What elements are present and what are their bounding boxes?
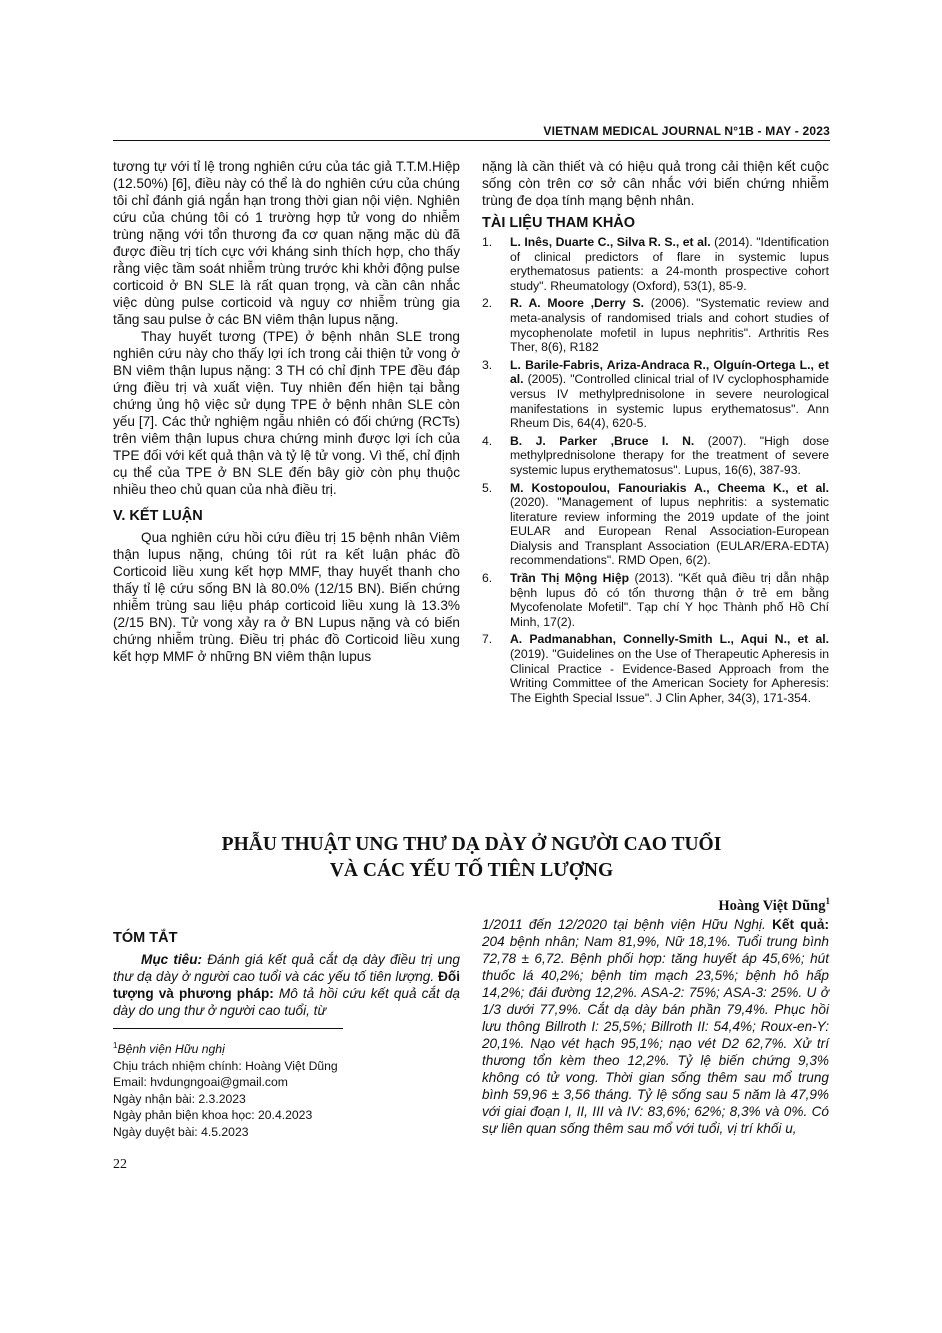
- header-rule: [113, 140, 830, 141]
- reference-text: (2005). "Controlled clinical trial of IV cyclophosphamide versus IV methylprednisolone in severe neurological manifestations in systemic lupus erythematosus". Ann Rheum Dis, 64(4), 620-5.: [510, 372, 829, 431]
- abstract-right-column: [482, 916, 829, 1137]
- reference-item: [482, 481, 829, 569]
- reference-item: [482, 296, 829, 354]
- abstract-period-text: 1/2011 đến 12/2020 tại bệnh viện Hữu Nghị.: [482, 917, 773, 932]
- reference-authors: L. Barile-Fabris, Ariza-Andraca R., Olguín-Ortega L., et al.: [510, 357, 829, 387]
- abstract-heading: TÓM TẮT: [113, 930, 178, 946]
- references-heading: TÀI LIỆU THAM KHẢO: [482, 215, 636, 231]
- reference-authors: R. A. Moore ,Derry S.: [510, 296, 645, 311]
- footnote-mark: 1: [113, 1041, 118, 1050]
- reference-item: [482, 235, 829, 293]
- footnote-responsible: Chịu trách nhiệm chính: Hoàng Việt Dũng: [113, 1058, 338, 1073]
- reference-authors: L. Inês, Duarte C., Silva R. S., et al.: [510, 235, 711, 249]
- article-title-line-2: VÀ CÁC YẾU TỐ TIÊN LƯỢNG: [329, 860, 614, 881]
- footnote-received: Ngày nhận bài: 2.3.2023: [113, 1091, 246, 1106]
- abstract-results-paragraph: [482, 916, 829, 1137]
- reference-item: [482, 571, 829, 629]
- abstract-results-text: 204 bệnh nhân; Nam 81,9%, Nữ 18,1%. Tuổi trung bình 72,78 ± 6,72. Bệnh phối hợp: tăng huyết áp 45,6%; hút thuốc lá 40,2%; bệnh tim mạch 23,5%; bệnh hô hấp 14,2%; đái đường 12,2%. ASA-2: 75%; ASA-3: 25%. U ở 1/3 dưới 77,9%. Cắt dạ dày bán phần 79,4%. Phục hồi lưu thông Billroth I: 25,5%; Billroth II: 54,4%; Roux-en-Y: 20,1%. Nạo vét hạch 95,1%; nạo vét D2 62,7%. Xử trí thương tổn kèm theo 12,2%. Tỷ lệ biến chứng 9,3% không có tử vong. Thời gian sống thêm sau mổ trung bình 59,96 ± 3,56 tháng. Tỷ lệ sống sau 5 năm là 47,9% với giai đoạn I, II, III và IV: 83,6%; 62%; 8,3% và 0%. Có sự liên quan sống thêm sau mổ với tuổi, vị trí khối u,: [482, 934, 829, 1136]
- discussion-paragraph-1: tương tự với tỉ lệ trong nghiên cứu của tác giả T.T.M.Hiệp (12.50%) [6], điều này có thể là do nghiên cứu của chúng tôi chỉ đánh giá ngắn hạn trong thời gian nội viện. Nghiên cứu của chúng tôi có 1 trường hợp tử vong do nhiễm trùng nặng với tổn thương đa cơ quan nặng mặc dù đã được điều trị tích cực với kháng sinh thích hợp, cho thấy rằng việc tầm soát nhiễm trùng trước khi khởi động pulse corticoid ở BN SLE là rất quan trọng, và cần cân nhắc việc dùng pulse corticoid và nguy cơ nhiễm trùng gia tăng sau pulse ở các BN viêm thận lupus nặng.: [113, 159, 460, 327]
- reference-authors: M. Kostopoulou, Fanouriakis A., Cheema K., et al.: [510, 480, 829, 495]
- reference-text: (2014). "Identification of clinical predictors of flare in systemic lupus erythematosus patients: a 24-month prospective cohort study". Rheumatology (Oxford), 53(1), 85-9.: [510, 235, 829, 293]
- author-name: Hoàng Việt Dũng: [718, 897, 826, 914]
- reference-number: 2.: [482, 296, 493, 311]
- abstract-methods-text: Mô tả hồi cứu kết quả cắt dạ dày do ung thư ở người cao tuổi, từ: [113, 986, 460, 1018]
- conclusion-paragraph: Qua nghiên cứu hồi cứu điều trị 15 bệnh nhân Viêm thận lupus nặng, chúng tôi rút ra kết luận phác đồ Corticoid liều xung kết hợp MMF, thay huyết thanh cho thấy tỉ lệ cứu sống BN là 80.0% (12/15 BN). Biến chứng nhiễm trùng sau liệu pháp corticoid liều xung là 13.3% (2/15 BN). Tử vong xảy ra ở BN Lupus nặng và có biến chứng nhiễm trùng. Điều trị phác đồ Corticoid liều xung kết hợp MMF ở những BN viêm thận lupus: [113, 530, 460, 664]
- conclusion-heading: V. KẾT LUẬN: [113, 508, 203, 524]
- abstract-label-methods: Đối tượng và phương pháp:: [113, 969, 460, 1001]
- reference-text: (2006). "Systematic review and meta-analysis of randomised trials and cohort studies of mycophenolate mofetil in lupus nephritis". Arthritis Res Ther, 8(6), R182: [510, 296, 830, 355]
- reference-number: 4.: [482, 433, 493, 448]
- author-affiliation-mark: 1: [825, 896, 830, 906]
- journal-header: VIETNAM MEDICAL JOURNAL N°1B - MAY - 2023: [543, 124, 830, 138]
- affiliation-text: Bệnh viện Hữu nghị: [117, 1042, 225, 1057]
- abstract-left-column: [113, 930, 460, 1019]
- abstract-objective-text: Đánh giá kết quả cắt dạ dày điều trị ung thư dạ dày ở người cao tuổi và các yếu tố tiên lượng.: [113, 952, 460, 984]
- page-number: 22: [113, 1157, 127, 1172]
- reference-authors: Trần Thị Mộng Hiệp: [510, 571, 630, 586]
- footnote-affiliation: [113, 1038, 460, 1058]
- article-title: [113, 832, 830, 884]
- reference-number: 7.: [482, 632, 493, 647]
- discussion-paragraph-2: Thay huyết tương (TPE) ở bệnh nhân SLE trong nghiên cứu này cho thấy lợi ích trong cải thiện tử vong ở BN viêm thận lupus nặng: 3 TH có chỉ định TPE đều đáp ứng điều trị và xuất viện. Tuy nhiên đến hiện tại bằng chứng ủng hộ việc sử dụng TPE ở bệnh nhân SLE còn yếu [7]. Các thử nghiệm ngẫu nhiên có đối chứng (RCTs) trên viêm thận lupus chưa chứng minh được lợi ích của TPE đối với kết quả thận và tỷ lệ tử vong. Vì thế, chỉ định cụ thể của TPE ở BN SLE đến bây giờ còn phụ thuộc nhiều theo chủ quan của nhà điều trị.: [113, 329, 460, 497]
- reference-list: [482, 235, 829, 705]
- article-title-line-1: PHẪU THUẬT UNG THƯ DẠ DÀY Ở NGƯỜI CAO TUỔI: [221, 834, 722, 855]
- footnotes: [113, 1038, 460, 1141]
- reference-text: (2013). "Kết quả điều trị dẫn nhập bệnh lupus đỏ có tổn thương thận ở trẻ em bằng Mycofenolate Mofetil". Tạp chí Y học Thành phố Hồ Chí Minh, 17(2).: [510, 571, 829, 629]
- abstract-paragraph: [113, 951, 460, 1019]
- footnote-rule: [113, 1028, 343, 1029]
- reference-item: [482, 632, 829, 705]
- footnote-email: Email: hvdungngoai@gmail.com: [113, 1075, 288, 1090]
- reference-number: 6.: [482, 571, 493, 586]
- reference-number: 1.: [482, 235, 493, 249]
- reference-authors: A. Padmanabhan, Connelly-Smith L., Aqui N., et al.: [510, 632, 829, 647]
- abstract-label-objective: Mục tiêu:: [141, 952, 203, 967]
- reference-number: 3.: [482, 357, 493, 372]
- reference-text: (2020). "Management of lupus nephritis: a systematic literature review informing the 2019 update of the joint EULAR and European Renal Association-European Dialysis and Transplant Association (EULAR/ERA-EDTA) recommendations". RMD Open, 6(2).: [510, 495, 829, 568]
- footnote-approved: Ngày duyệt bài: 4.5.2023: [113, 1125, 249, 1140]
- reference-number: 5.: [482, 480, 493, 495]
- left-column: [113, 158, 460, 665]
- reference-item: [482, 434, 829, 478]
- reference-text: (2019). "Guidelines on the Use of Therapeutic Apheresis in Clinical Practice - Evidence-Based Approach from the Writing Committee of the American Society for Apheresis: The Eighth Special Issue". J Clin Apher, 34(3), 171-354.: [510, 647, 829, 705]
- abstract-label-results: Kết quả:: [772, 917, 829, 932]
- right-column: [482, 158, 829, 708]
- footnote-reviewed: Ngày phản biện khoa học: 20.4.2023: [113, 1108, 313, 1123]
- author-line: [113, 896, 830, 915]
- reference-item: [482, 358, 829, 431]
- reference-authors: B. J. Parker ,Bruce I. N.: [510, 433, 695, 448]
- conclusion-continued: nặng là cần thiết và có hiệu quả trong cải thiện kết cuộc sống còn trên cơ sở cân nhắc với biến chứng nhiễm trùng đe dọa tính mạng bệnh nhân.: [482, 159, 829, 208]
- reference-text: (2007). "High dose methylprednisolone therapy for the treatment of severe systemic lupus erythematosus". Lupus, 16(6), 387-93.: [510, 433, 830, 477]
